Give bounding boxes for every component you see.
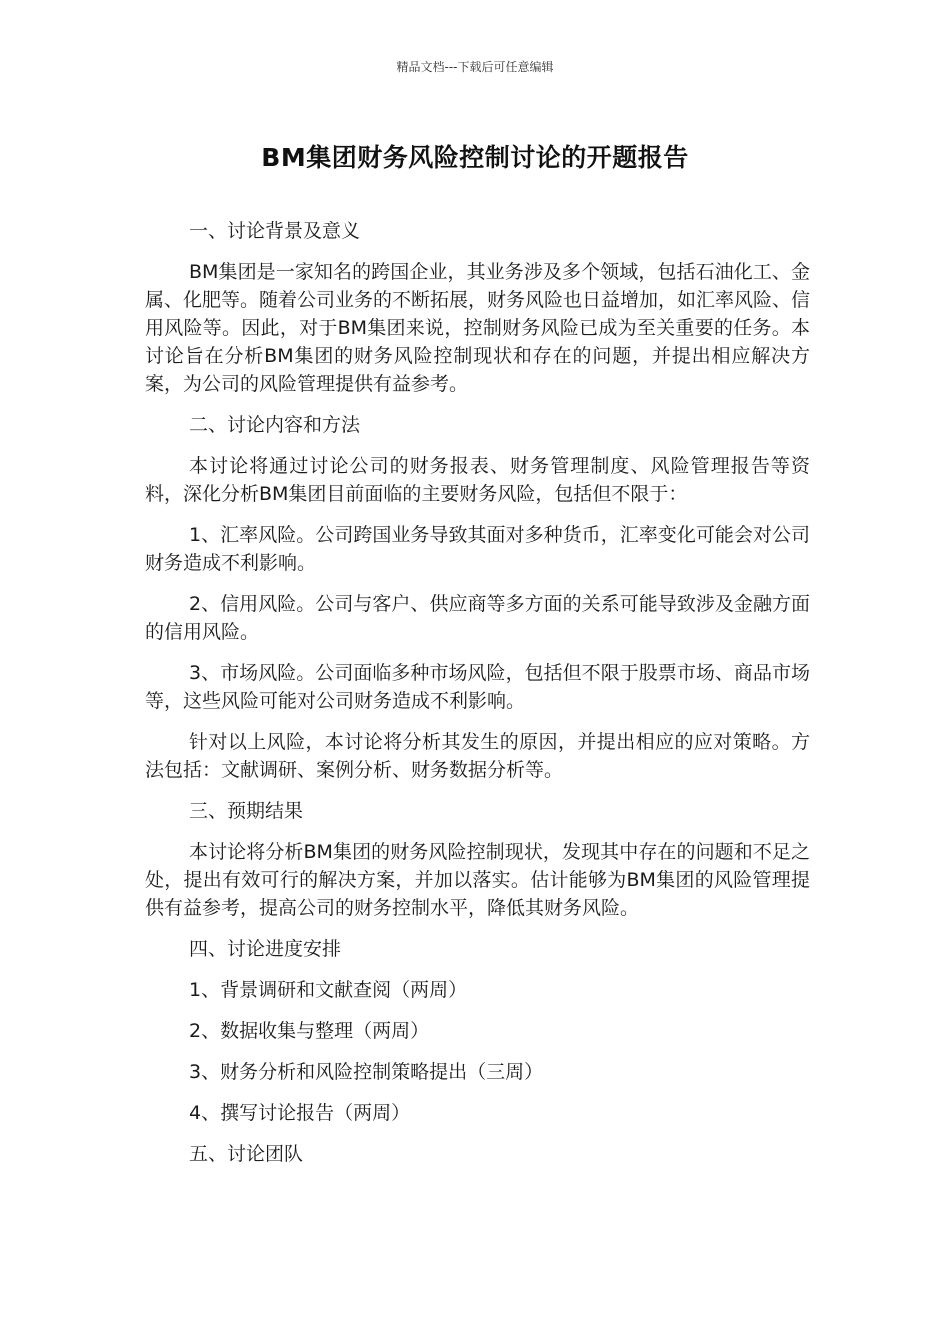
- header-note: 精品文档---下载后可任意编辑: [396, 60, 554, 74]
- section-heading-schedule: 四、讨论进度安排: [189, 938, 342, 960]
- document-body: [145, 217, 810, 1181]
- section-heading-expected-results: 三、预期结果: [189, 800, 304, 822]
- document-title: BM集团财务风险控制讨论的开题报告: [261, 143, 689, 172]
- paragraph-method: 针对以上风险，本讨论将分析其发生的原因，并提出相应的应对策略。方法包括：文献调研、案例分析、财务数据分析等。: [145, 731, 810, 781]
- list-item-market-risk: 3、市场风险。公司面临多种市场风险，包括但不限于股票市场、商品市场等，这些风险可能对公司财务造成不利影响。: [145, 662, 810, 712]
- section-heading-team: 五、讨论团队: [189, 1143, 304, 1165]
- schedule-item-4: 4、撰写讨论报告（两周）: [189, 1102, 411, 1124]
- list-item-exchange-risk: 1、汇率风险。公司跨国业务导致其面对多种货币，汇率变化可能会对公司财务造成不利影响。: [145, 524, 810, 574]
- schedule-item-3: 3、财务分析和风险控制策略提出（三周）: [189, 1061, 544, 1083]
- schedule-item-1: 1、背景调研和文献查阅（两周）: [189, 979, 468, 1001]
- section-heading-content-method: 二、讨论内容和方法: [189, 414, 361, 436]
- paragraph-content-intro: 本讨论将通过讨论公司的财务报表、财务管理制度、风险管理报告等资料，深化分析BM集团目前面临的主要财务风险，包括但不限于：: [145, 455, 810, 505]
- paragraph-expected-results: 本讨论将分析BM集团的财务风险控制现状，发现其中存在的问题和不足之处，提出有效可行的解决方案，并加以落实。估计能够为BM集团的风险管理提供有益参考，提高公司的财务控制水平，降低其财务风险。: [145, 841, 810, 919]
- list-item-credit-risk: 2、信用风险。公司与客户、供应商等多方面的关系可能导致涉及金融方面的信用风险。: [145, 593, 810, 643]
- paragraph-background: BM集团是一家知名的跨国企业，其业务涉及多个领域，包括石油化工、金属、化肥等。随着公司业务的不断拓展，财务风险也日益增加，如汇率风险、信用风险等。因此，对于BM集团来说，控制财务风险已成为至关重要的任务。本讨论旨在分析BM集团的财务风险控制现状和存在的问题，并提出相应解决方案，为公司的风险管理提供有益参考。: [145, 261, 811, 395]
- section-heading-background: 一、讨论背景及意义: [189, 220, 361, 242]
- schedule-item-2: 2、数据收集与整理（两周）: [189, 1020, 430, 1042]
